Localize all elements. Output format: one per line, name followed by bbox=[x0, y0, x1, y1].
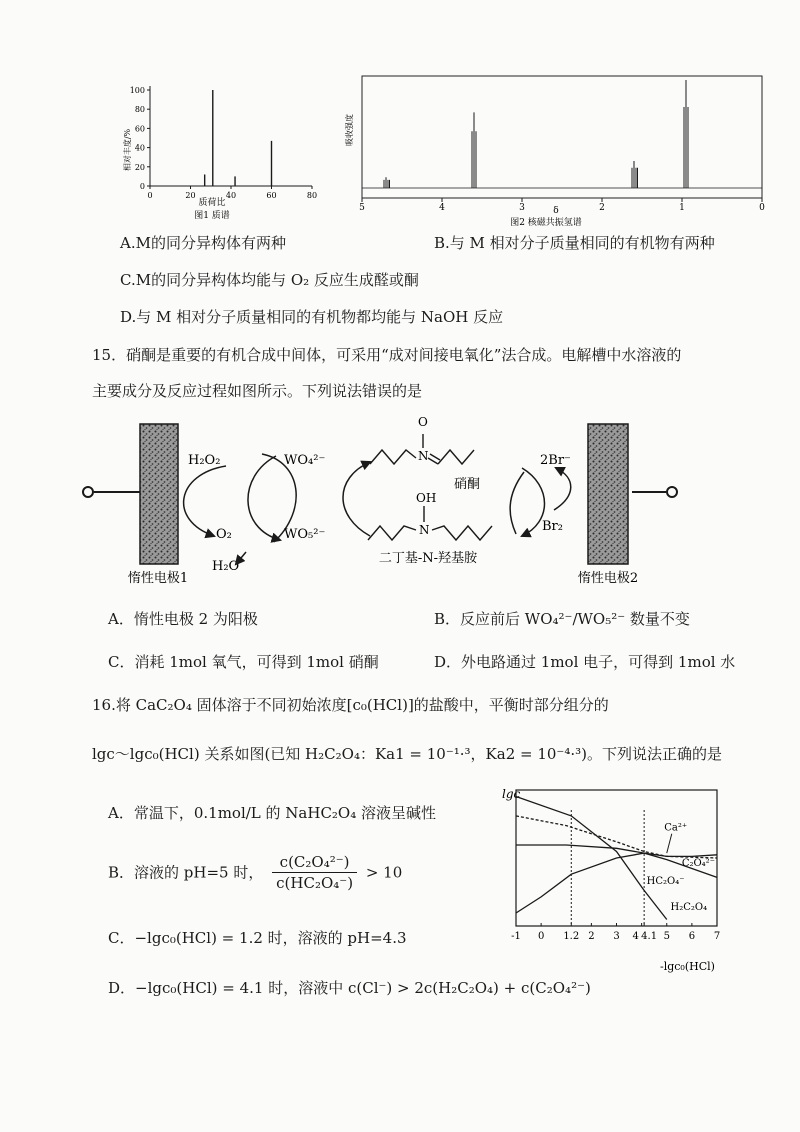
fig1-ytick-label: 20 bbox=[134, 162, 145, 172]
q15-stem-line2: 主要成分及反应过程如图所示。下列说法错误的是 bbox=[92, 382, 423, 400]
q15-option-a: A．惰性电极 2 为阳极 bbox=[108, 610, 258, 628]
label-amine: 二丁基-N-羟基胺 bbox=[378, 551, 478, 566]
fig1-xtick-label: 20 bbox=[185, 191, 196, 200]
q15-stem-line1: 15．硝酮是重要的有机合成中间体，可采用“成对间接电氧化”法合成。电解槽中水溶液的 bbox=[92, 346, 682, 364]
q14-option-b: B.与 M 相对分子质量相同的有机物有两种 bbox=[434, 234, 715, 252]
q16-option-b-suffix: > 10 bbox=[365, 863, 403, 882]
q16-option-b-fraction bbox=[272, 852, 357, 893]
electrode-1 bbox=[140, 424, 178, 564]
q16-option-b bbox=[108, 852, 402, 893]
fig2-xunit: δ bbox=[553, 206, 559, 216]
fig2-xtick-label: 5 bbox=[359, 203, 365, 213]
q14-option-a: A.M的同分异构体有两种 bbox=[120, 234, 286, 252]
fig1-xtick-label: 60 bbox=[266, 191, 277, 200]
q16-xtick-label: 5 bbox=[663, 931, 670, 942]
q16-xtick-label: 7 bbox=[713, 931, 721, 942]
q15-option-d: D．外电路通过 1mol 电子，可得到 1mol 水 bbox=[434, 653, 736, 671]
fig1-caption: 图1 质谱 bbox=[194, 211, 230, 221]
q16-label-c2o4: C₂O₄²⁻ bbox=[681, 858, 715, 870]
label-2br: 2Br⁻ bbox=[540, 453, 571, 468]
label-o2: O₂ bbox=[216, 527, 232, 542]
q15-option-b: B．反应前后 WO₄²⁻/WO₅²⁻ 数量不变 bbox=[434, 610, 690, 628]
label-wo5: WO₅²⁻ bbox=[284, 527, 326, 542]
fraction-numerator: c(C₂O₄²⁻) bbox=[272, 852, 357, 873]
q16-lgc-chart bbox=[500, 784, 735, 976]
q16-xtick-label: 0 bbox=[537, 931, 545, 942]
fig1-xlabel: 质荷比 bbox=[198, 198, 226, 208]
fig1-ytick-label: 60 bbox=[134, 124, 145, 134]
q16-label-ca: Ca²⁺ bbox=[664, 822, 688, 834]
fig2-xtick-label: 4 bbox=[439, 203, 445, 213]
fig1-ytick-label: 80 bbox=[134, 105, 145, 115]
fig1-ytick-label: 100 bbox=[129, 86, 145, 95]
fig1-ylabel: 相对丰度/% bbox=[123, 128, 132, 172]
q16-label-hc2o4: HC₂O₄⁻ bbox=[646, 875, 685, 887]
q16-xtick-label: 3 bbox=[613, 931, 620, 942]
q16-xtick-label: 6 bbox=[688, 931, 696, 942]
amine-oh: OH bbox=[416, 491, 437, 505]
q16-label-pointer bbox=[667, 834, 672, 853]
fig2-xtick-label: 3 bbox=[519, 203, 525, 213]
nitrone-n: N bbox=[418, 449, 429, 463]
q16-label-h2c2o4: H₂C₂O₄ bbox=[670, 901, 708, 913]
fig2-xtick-label: 2 bbox=[599, 203, 605, 213]
fig1-xtick-label: 80 bbox=[306, 191, 318, 200]
fig2-xtick-label: 0 bbox=[759, 203, 765, 213]
q16-ylabel: lgc bbox=[502, 787, 521, 801]
electrode-1-label: 惰性电极1 bbox=[127, 571, 189, 586]
label-h2o2: H₂O₂ bbox=[188, 453, 221, 468]
fig1-ytick-label: 0 bbox=[139, 182, 145, 191]
electrode-2-label: 惰性电极2 bbox=[577, 571, 639, 586]
fig2-ylabel: 吸收强度 bbox=[345, 114, 354, 146]
q16-stem-line1: 16.将 CaC₂O₄ 固体溶于不同初始浓度[c₀(HCl)]的盐酸中，平衡时部分组分的 bbox=[92, 696, 609, 714]
terminal-left bbox=[83, 487, 93, 497]
electrolysis-diagram bbox=[76, 412, 716, 592]
label-nitrone: 硝酮 bbox=[454, 477, 481, 492]
q16-xtick-label: 4.1 bbox=[641, 931, 658, 942]
label-br2: Br₂ bbox=[542, 519, 563, 534]
mass-spectrum-chart bbox=[120, 78, 330, 228]
q16-option-d: D．−lgc₀(HCl) = 4.1 时，溶液中 c(Cl⁻) > 2c(H₂C₂O₄) + c(C₂O₄²⁻) bbox=[108, 979, 591, 997]
terminal-right bbox=[667, 487, 677, 497]
hydroxylamine-structure bbox=[368, 506, 492, 540]
label-wo4: WO₄²⁻ bbox=[284, 453, 326, 468]
q14-option-d: D.与 M 相对分子质量相同的有机物都均能与 NaOH 反应 bbox=[120, 308, 504, 326]
q16-option-a: A．常温下，0.1mol/L 的 NaHC₂O₄ 溶液呈碱性 bbox=[108, 804, 437, 822]
fig2-xtick-label: 1 bbox=[679, 203, 685, 213]
fig1-xtick-label: 40 bbox=[225, 191, 237, 200]
q16-option-b-prefix: B．溶液的 pH=5 时， bbox=[108, 863, 264, 882]
q16-option-c: C．−lgc₀(HCl) = 1.2 时，溶液的 pH=4.3 bbox=[108, 929, 407, 947]
q16-xtick-label: 4 bbox=[632, 931, 639, 942]
nmr-spectrum-chart bbox=[340, 72, 770, 232]
q16-xlabel: -lgc₀(HCl) bbox=[660, 960, 715, 973]
q16-xtick-label: -1 bbox=[511, 931, 521, 942]
label-h2o: H₂O bbox=[212, 559, 240, 574]
q16-stem-line2: lgc～lgc₀(HCl) 关系如图(已知 H₂C₂O₄：Ka1 = 10⁻¹·³，Ka2 = 10⁻⁴·³)。下列说法正确的是 bbox=[92, 745, 723, 763]
fig1-ytick-label: 40 bbox=[134, 143, 145, 153]
q14-option-c: C.M的同分异构体均能与 O₂ 反应生成醛或酮 bbox=[120, 271, 419, 289]
electrode-2 bbox=[588, 424, 628, 564]
q15-option-c: C．消耗 1mol 氧气，可得到 1mol 硝酮 bbox=[108, 653, 379, 671]
fraction-denominator: c(HC₂O₄⁻) bbox=[276, 874, 354, 892]
nitrone-o: O bbox=[418, 415, 428, 429]
amine-n: N bbox=[419, 523, 430, 537]
q16-xtick-label: 2 bbox=[588, 931, 595, 942]
fig1-xtick-label: 0 bbox=[147, 191, 153, 200]
fig2-caption: 图2 核磁共振氢谱 bbox=[510, 218, 582, 228]
q16-xtick-label: 1.2 bbox=[563, 931, 580, 942]
